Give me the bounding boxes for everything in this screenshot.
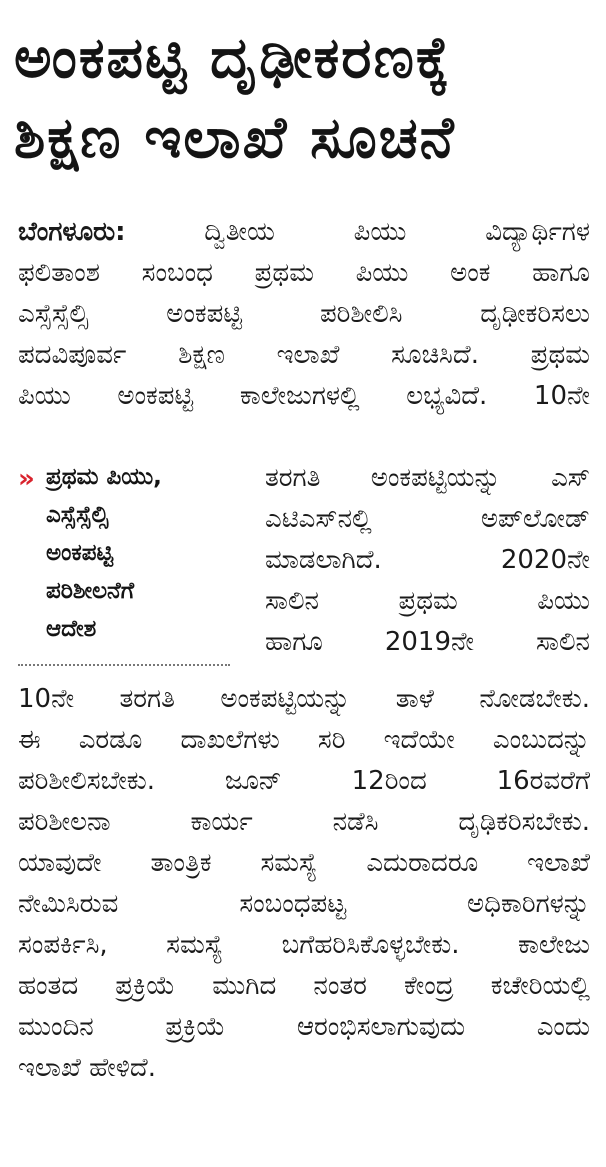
chevron-double-right-icon: » [18,464,35,494]
body-line-text: ದ್ವಿತೀಯ ಪಿಯು ವಿದ್ಯಾರ್ಥಿಗಳ [125,217,590,247]
body-line: ತರಗತಿ ಅಂಕಪಟ್ಟಿಯನ್ನು ಎಸ್ [265,463,590,493]
body-line: ಈ ಎರಡೂ ದಾಖಲೆಗಳು ಸರಿ ಇದೆಯೇ ಎಂಬುದನ್ನು [18,725,590,755]
dateline: ಬೆಂಗಳೂರು: [18,217,126,247]
body-line: ಸಂಪರ್ಕಿಸಿ, ಸಮಸ್ಯೆ ಬಗೆಹರಿಸಿಕೊಳ್ಳಬೇಕು. ಕಾಲೇಜು [18,930,590,960]
body-line: ಹಂತದ ಪ್ರಕ್ರಿಯೆ ಮುಗಿದ ನಂತರ ಕೇಂದ್ರ ಕಚೇರಿಯಲ್ಲಿ [18,971,590,1001]
pull-quote-divider [18,664,230,666]
headline-line-2: ಶಿಕ್ಷಣ ಇಲಾಖೆ ಸೂಚನೆ [14,105,456,171]
body-line [18,212,590,253]
pull-quote-line: ಪ್ರಥಮ ಪಿಯು, [46,464,162,490]
pull-quote-line: ಅಂಕಪಟ್ಟಿ [46,540,114,566]
body-line: ಹಾಗೂ 2019ನೇ ಸಾಲಿನ [265,627,590,657]
article-intro-paragraph [18,212,590,417]
body-line: ಪರಿಶೀಲನಾ ಕಾರ್ಯ ನಡೆಸಿ ದೃಢಿಕರಿಸಬೇಕು. [18,807,590,837]
article-side-column [265,458,590,663]
body-line: ಮುಂದಿನ ಪ್ರಕ್ರಿಯೆ ಆರಂಭಿಸಲಾಗುವುದು ಎಂದು [18,1012,590,1042]
body-line: ಸಾಲಿನ ಪ್ರಥಮ ಪಿಯು [265,586,590,616]
pull-quote [18,458,230,658]
pull-quote-line: ಎಸ್ಸೆಸ್ಸೆಲ್ಸಿ [46,502,109,528]
body-line: ನೇಮಿಸಿರುವ ಸಂಬಂಧಪಟ್ಟ ಅಧಿಕಾರಿಗಳನ್ನು [18,889,590,919]
body-line: ಪಿಯು ಅಂಕಪಟ್ಟಿ ಕಾಲೇಜುಗಳಲ್ಲಿ ಲಭ್ಯವಿದೆ. 10ನೇ [18,381,590,411]
headline-line-1: ಅಂಕಪಟ್ಟಿ ದೃಢೀಕರಣಕ್ಕೆ [14,25,452,91]
body-line: ಮಾಡಲಾಗಿದೆ. 2020ನೇ [265,545,590,575]
body-line: 10ನೇ ತರಗತಿ ಅಂಕಪಟ್ಟಿಯನ್ನು ತಾಳೆ ನೋಡಬೇಕು. [18,684,590,714]
body-line: ಇಲಾಖೆ ಹೇಳಿದೆ. [18,1053,156,1083]
body-line: ಎಸ್ಸೆಸ್ಸೆಲ್ಸಿ ಅಂಕಪಟ್ಟಿ ಪರಿಶೀಲಿಸಿ ದೃಢೀಕರಿಸಲು [18,299,590,329]
article-headline [14,18,598,178]
body-line: ಯಾವುದೇ ತಾಂತ್ರಿಕ ಸಮಸ್ಯೆ ಎದುರಾದರೂ ಇಲಾಖೆ [18,848,590,878]
article-continuation-paragraph [18,679,590,1089]
body-line: ಎಟಿಎಸ್‌ನಲ್ಲಿ ಅಪ್‌ಲೋಡ್ [265,504,590,534]
middle-section [18,458,590,670]
body-line: ಪರಿಶೀಲಿಸಬೇಕು. ಜೂನ್ 12ರಿಂದ 16ರವರೆಗೆ [18,766,590,796]
pull-quote-text [46,458,230,648]
body-line: ಫಲಿತಾಂಶ ಸಂಬಂಧ ಪ್ರಥಮ ಪಿಯು ಅಂಕ ಹಾಗೂ [18,258,590,288]
pull-quote-line: ಆದೇಶ [46,616,97,642]
body-line: ಪದವಿಪೂರ್ವ ಶಿಕ್ಷಣ ಇಲಾಖೆ ಸೂಚಿಸಿದೆ. ಪ್ರಥಮ [18,340,590,370]
pull-quote-line: ಪರಿಶೀಲನೆಗೆ [46,578,135,604]
